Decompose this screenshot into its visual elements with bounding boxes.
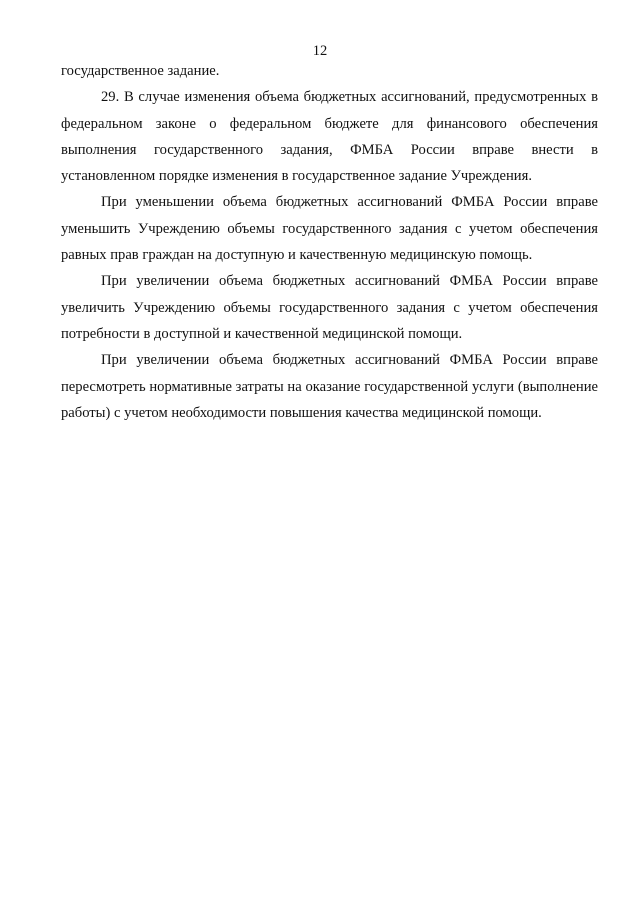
paragraph-increase-allocations: При увеличении объема бюджетных ассигнований ФМБА России вправе увеличить Учреждению объемы государственного задания с учетом обеспечения потребности в доступной и качественной медицинской помощи. [61, 273, 598, 342]
paragraph-clause-29: 29. В случае изменения объема бюджетных ассигнований, предусмотренных в федеральном законе о федеральном бюджете для финансового обеспечения выполнения государственного задания, ФМБА России вправе внести в установленном порядке изменения в государственное задание Учреждения. [61, 89, 598, 185]
paragraph-continuation: государственное задание. [61, 63, 220, 79]
page-number: 12 [312, 43, 328, 59]
paragraph-decrease-allocations: При уменьшении объема бюджетных ассигнований ФМБА России вправе уменьшить Учреждению объемы государственного задания с учетом обеспечения равных прав граждан на доступную и качественную медицинскую помощь. [61, 194, 598, 264]
document-body [61, 58, 598, 426]
paragraph-revise-costs: При увеличении объема бюджетных ассигнований ФМБА России вправе пересмотреть нормативные затраты на оказание государственной услуги (выполнение работы) с учетом необходимости повышения качества медицинской помощи. [61, 352, 598, 421]
